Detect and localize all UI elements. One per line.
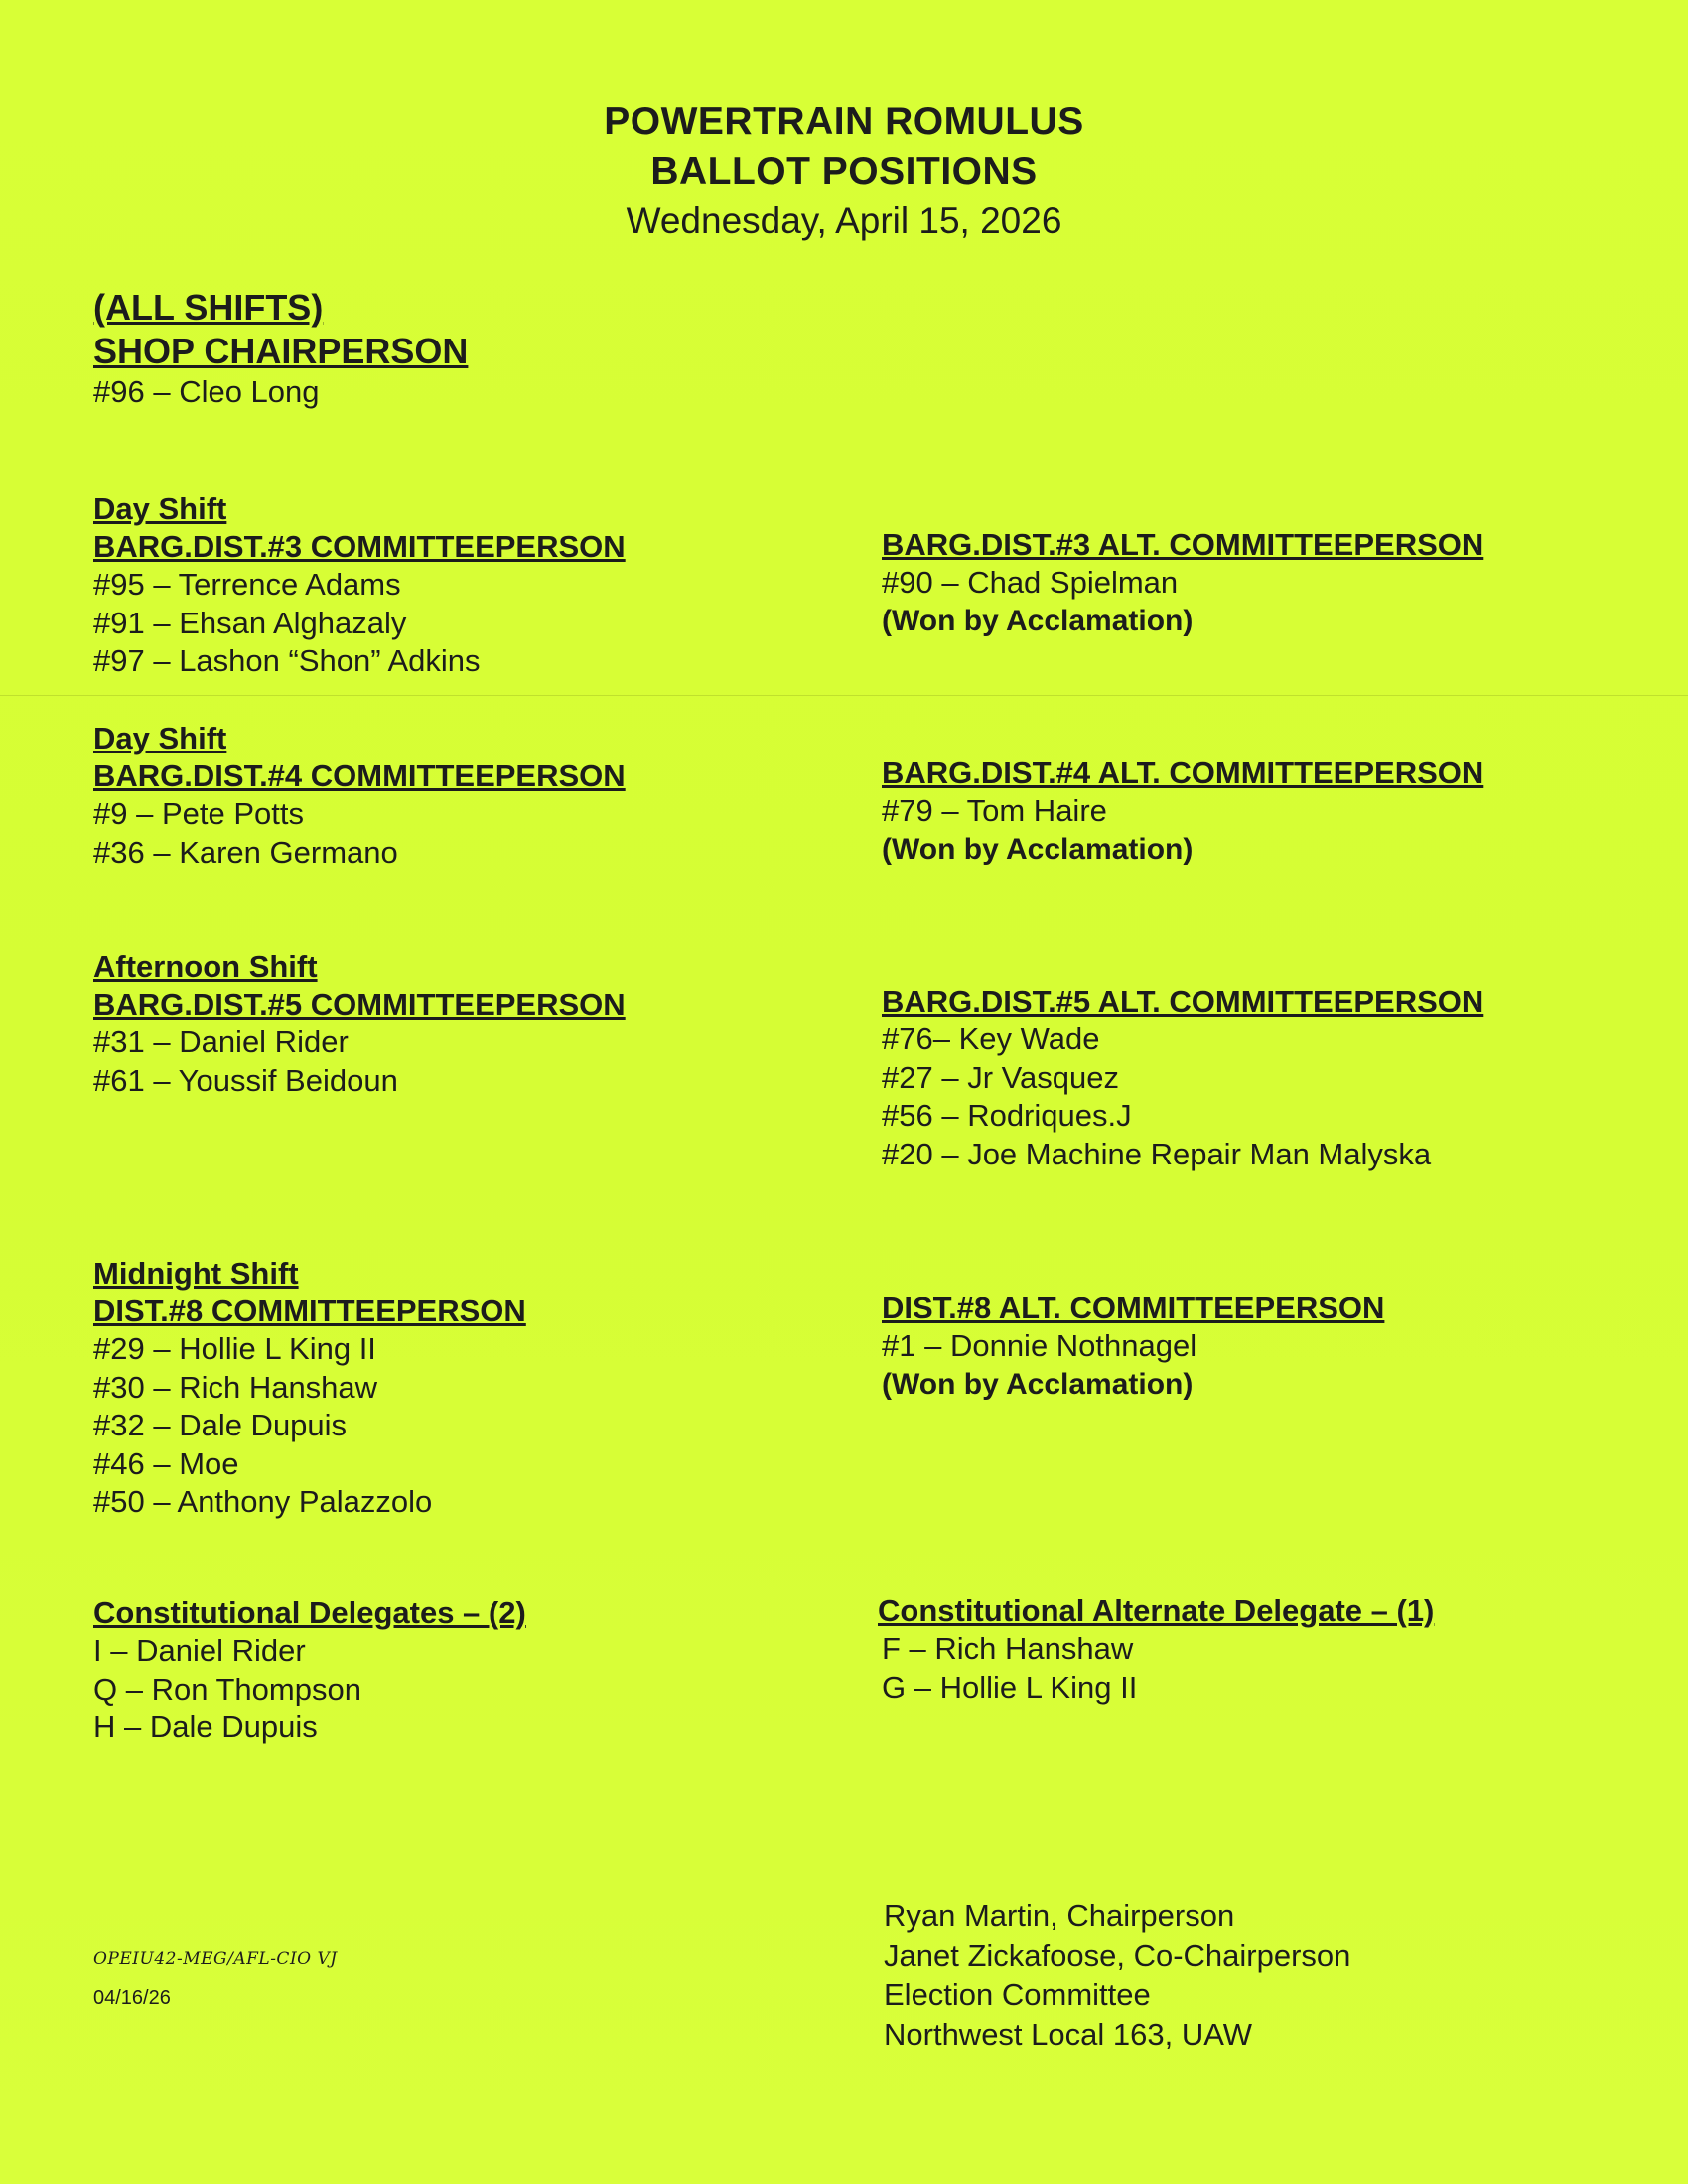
section-dist3 <box>93 490 626 681</box>
section-shop-chairperson <box>93 286 468 412</box>
candidate: #32 – Dale Dupuis <box>93 1408 348 1442</box>
section-dist8 <box>93 1255 526 1522</box>
section-alternate-delegate <box>878 1592 1434 1706</box>
candidate: #20 – Joe Machine Repair Man Malyska <box>882 1136 1432 1171</box>
candidate: #90 – Chad Spielman <box>882 565 1179 600</box>
candidate: #50 – Anthony Palazzolo <box>93 1484 433 1519</box>
section-dist5 <box>93 948 626 1100</box>
delegate: I – Daniel Rider <box>93 1633 306 1668</box>
shift-label: (ALL SHIFTS) <box>93 287 324 328</box>
document-title: POWERTRAIN ROMULUS <box>604 100 1084 143</box>
section-heading: Constitutional Delegates – (2) <box>93 1595 526 1630</box>
section-heading: BARG.DIST.#5 ALT. COMMITTEEPERSON <box>882 984 1484 1019</box>
section-dist4-alt <box>882 754 1483 869</box>
candidate: #31 – Daniel Rider <box>93 1024 349 1059</box>
shift-label: Afternoon Shift <box>93 949 318 984</box>
acclamation-note: (Won by Acclamation) <box>882 832 1194 866</box>
section-heading: Constitutional Alternate Delegate – (1) <box>878 1593 1435 1628</box>
delegate: Q – Ron Thompson <box>93 1671 361 1706</box>
section-dist3-alt <box>882 526 1483 640</box>
signature-line: Ryan Martin, Chairperson <box>884 1898 1235 1933</box>
candidate: #95 – Terrence Adams <box>93 567 401 602</box>
footer-date: 04/16/26 <box>93 1987 171 2009</box>
candidate: #61 – Youssif Beidoun <box>93 1062 398 1098</box>
candidate: #29 – Hollie L King II <box>93 1331 376 1366</box>
candidate: #1 – Donnie Nothnagel <box>882 1328 1197 1363</box>
delegate: G – Hollie L King II <box>882 1669 1138 1705</box>
candidate: #96 – Cleo Long <box>93 374 320 409</box>
union-label-code: OPEIU42-MEG/AFL-CIO VJ <box>93 1949 338 1969</box>
acclamation-note: (Won by Acclamation) <box>882 604 1194 637</box>
section-delegates <box>93 1594 526 1747</box>
delegate: F – Rich Hanshaw <box>882 1631 1134 1666</box>
candidate: #36 – Karen Germano <box>93 834 398 870</box>
candidate: #91 – Ehsan Alghazaly <box>93 605 407 640</box>
section-dist8-alt <box>882 1290 1384 1404</box>
candidate: #46 – Moe <box>93 1445 239 1481</box>
section-heading: BARG.DIST.#5 COMMITTEEPERSON <box>93 987 626 1022</box>
signature-block <box>884 1896 1350 2055</box>
shift-label: Day Shift <box>93 491 227 526</box>
shift-label: Day Shift <box>93 721 227 755</box>
candidate: #97 – Lashon “Shon” Adkins <box>93 643 481 678</box>
shift-label: Midnight Shift <box>93 1256 299 1291</box>
section-heading: DIST.#8 COMMITTEEPERSON <box>93 1294 526 1328</box>
section-heading: BARG.DIST.#4 COMMITTEEPERSON <box>93 758 626 793</box>
document-date: Wednesday, April 15, 2026 <box>626 201 1062 241</box>
signature-line: Election Committee <box>884 1978 1151 2012</box>
fold-line <box>0 695 1688 696</box>
candidate: #30 – Rich Hanshaw <box>93 1369 378 1405</box>
signature-line: Janet Zickafoose, Co-Chairperson <box>884 1938 1351 1973</box>
candidate: #56 – Rodriques.J <box>882 1098 1132 1133</box>
signature-line: Northwest Local 163, UAW <box>884 2017 1253 2052</box>
section-heading: BARG.DIST.#4 ALT. COMMITTEEPERSON <box>882 755 1484 790</box>
section-heading: BARG.DIST.#3 ALT. COMMITTEEPERSON <box>882 527 1484 562</box>
delegate: H – Dale Dupuis <box>93 1709 318 1744</box>
acclamation-note: (Won by Acclamation) <box>882 1367 1194 1401</box>
candidate: #9 – Pete Potts <box>93 796 304 831</box>
candidate: #27 – Jr Vasquez <box>882 1059 1119 1095</box>
candidate: #79 – Tom Haire <box>882 793 1107 828</box>
section-heading: BARG.DIST.#3 COMMITTEEPERSON <box>93 529 626 564</box>
section-dist4 <box>93 720 626 872</box>
section-heading: SHOP CHAIRPERSON <box>93 331 469 371</box>
section-dist5-alt <box>882 983 1483 1173</box>
document-subtitle: BALLOT POSITIONS <box>650 150 1038 193</box>
candidate: #76– Key Wade <box>882 1022 1100 1056</box>
section-heading: DIST.#8 ALT. COMMITTEEPERSON <box>882 1291 1385 1325</box>
document-header <box>0 97 1688 246</box>
